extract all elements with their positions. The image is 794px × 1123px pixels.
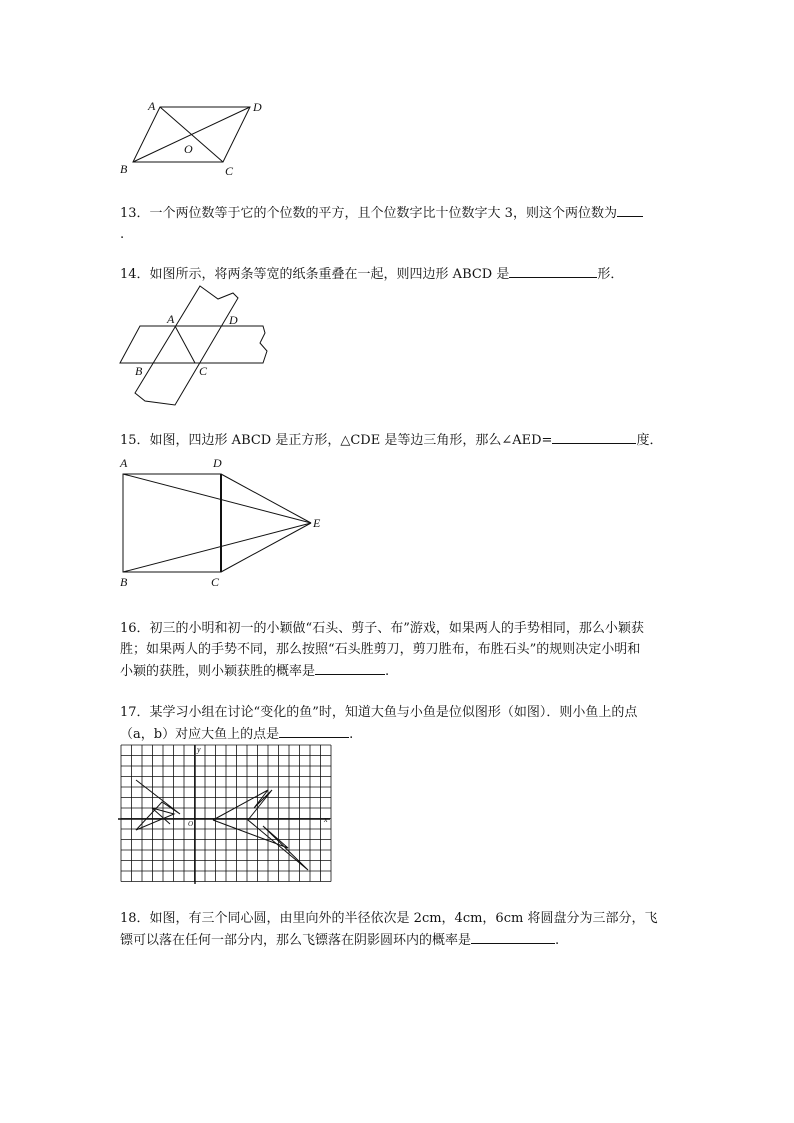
label-e: E (313, 516, 321, 530)
origin-label: O (188, 820, 194, 828)
q15-text: 15．如图，四边形 ABCD 是正方形，△CDE 是等边三角形，那么∠AED= (120, 433, 553, 448)
label-d: D (253, 100, 262, 114)
question-14 (120, 263, 680, 285)
q17-answer-blank[interactable] (279, 723, 349, 738)
label-b: B (135, 364, 143, 378)
q18-line-2: 镖可以落在任何一部分内，那么飞镖落在阴影圆环内的概率是 (120, 933, 472, 948)
label-a: A (148, 99, 156, 113)
q13-answer-blank[interactable] (617, 202, 643, 217)
question-17 (120, 702, 680, 745)
q14-tail: 形． (597, 267, 624, 282)
parallelogram-figure (115, 95, 275, 180)
label-b: B (120, 575, 128, 589)
q16-line-1: 16．初三的小明和初一的小颖做“石头、剪子、布”游戏，如果两人的手势相同，那么小颖获 (120, 621, 644, 636)
label-o: O (184, 142, 193, 156)
question-16 (120, 618, 680, 682)
q18-line-1: 18．如图，有三个同心圆，由里向外的半径依次是 2cm，4cm，6cm 将圆盘分为三部分，飞 (120, 911, 658, 926)
label-d: D (213, 456, 222, 470)
q15-tail: 度． (636, 433, 663, 448)
q15-answer-blank[interactable] (552, 429, 636, 444)
axis-x-label: x (324, 815, 328, 824)
question-13 (120, 202, 680, 245)
label-a: A (167, 312, 175, 326)
q13-text: 13．一个两位数等于它的个位数的平方，且个位数字比十位数字大 3，则这个两位数为 (120, 206, 617, 221)
question-15 (120, 429, 680, 451)
question-18 (120, 908, 680, 951)
label-d: D (229, 313, 238, 327)
fish-grid-figure (118, 742, 338, 888)
big-fish (213, 790, 308, 870)
q16-answer-blank[interactable] (315, 660, 385, 675)
label-c: C (199, 364, 208, 378)
q16-tail: . (385, 664, 390, 679)
q17-tail: . (349, 727, 354, 742)
overlapping-strips-figure (115, 283, 275, 411)
q18-tail: . (555, 933, 560, 948)
q16-line-3: 小颖的获胜，则小颖获胜的概率是 (120, 664, 316, 679)
q14-text: 14．如图所示，将两条等宽的纸条重叠在一起，则四边形 ABCD 是 (120, 267, 510, 282)
q14-answer-blank[interactable] (509, 263, 597, 278)
axis-y-label: y (197, 745, 201, 754)
q16-line-2: 胜；如果两人的手势不同，那么按照“石头胜剪刀，剪刀胜布，布胜石头”的规则决定小明和 (120, 642, 641, 657)
q17-line-1: 17．某学习小组在讨论“变化的鱼”时，知道大鱼与小鱼是位似图形（如图）．则小鱼上的点 (120, 705, 638, 720)
q17-line-2: （a，b）对应大鱼上的点是 (120, 727, 280, 742)
square-triangle-figure (115, 452, 335, 592)
label-c: C (225, 164, 234, 178)
q13-end: . (120, 227, 125, 242)
q18-answer-blank[interactable] (471, 929, 555, 944)
label-b: B (120, 162, 128, 176)
label-c: C (211, 575, 220, 589)
label-a: A (120, 456, 128, 470)
